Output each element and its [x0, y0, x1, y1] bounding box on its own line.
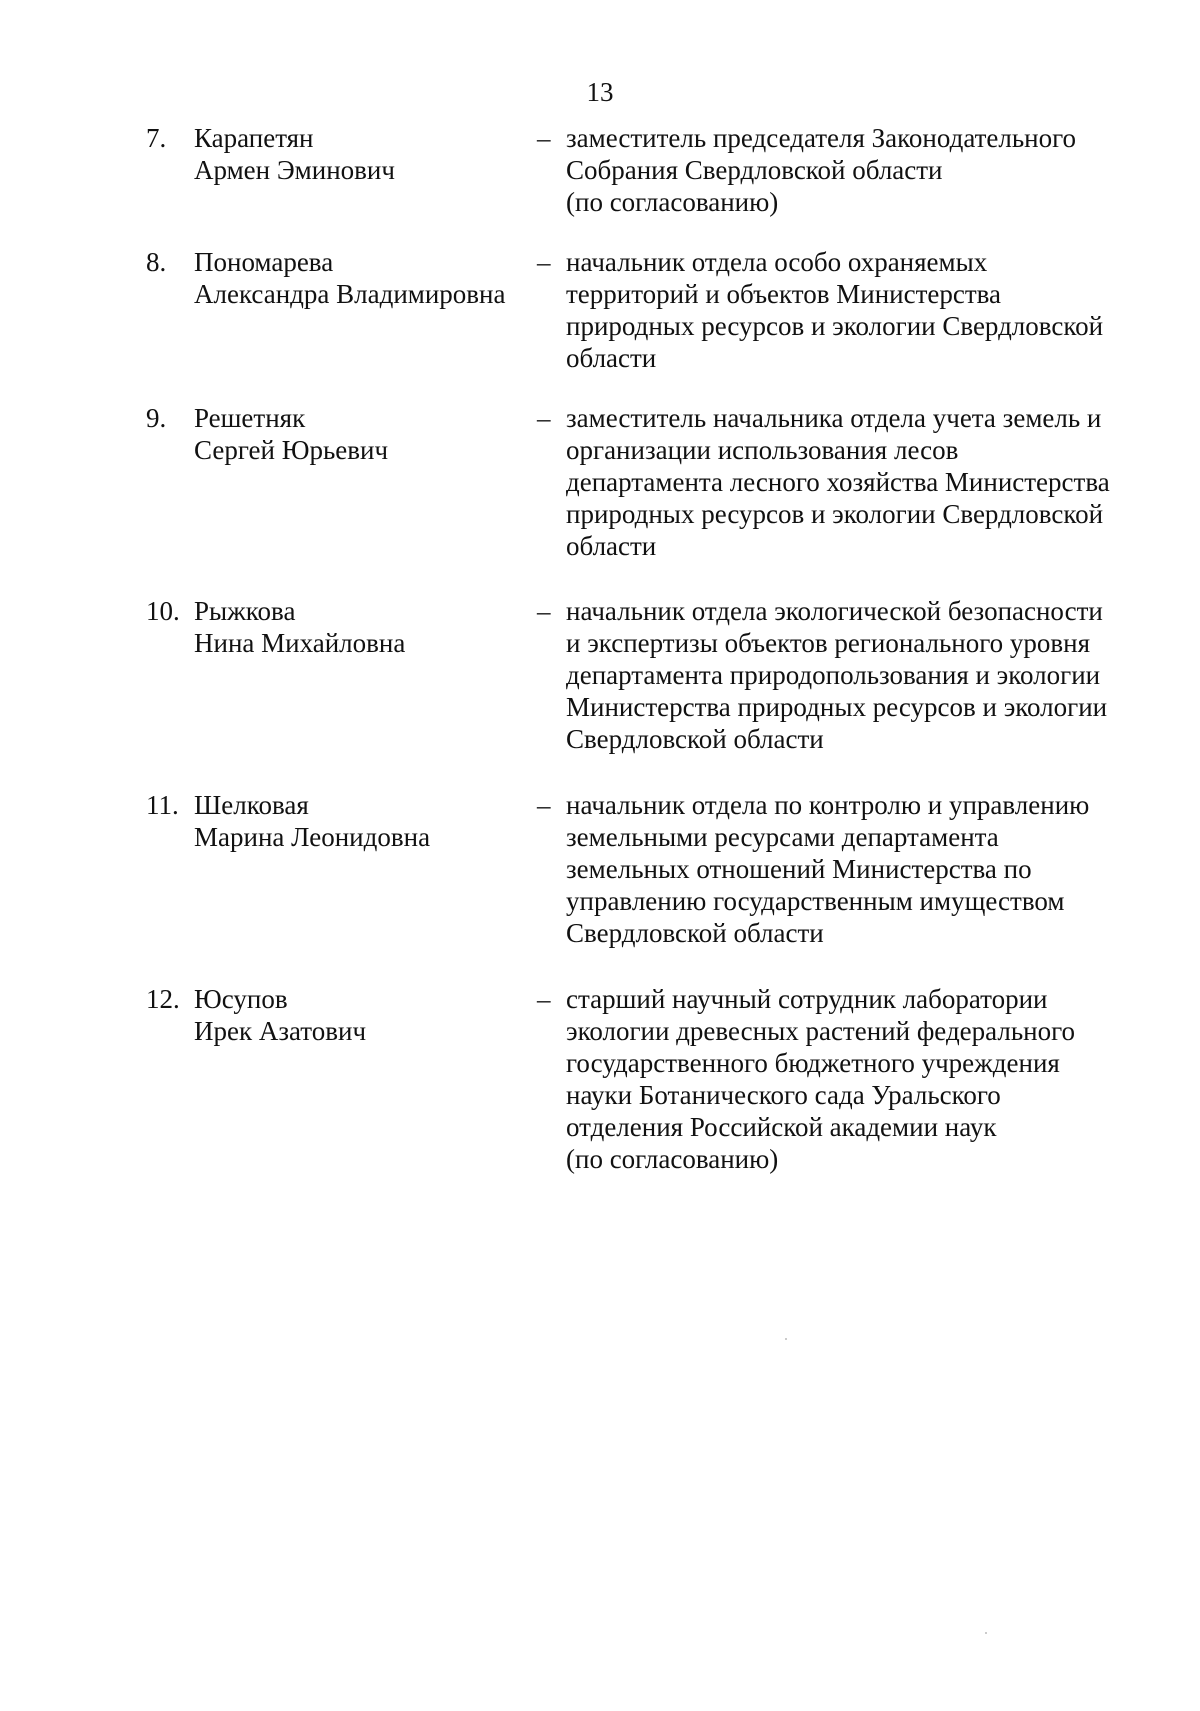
position-line: департамента природопользования и экологии — [566, 660, 1101, 690]
position-line: области — [566, 531, 657, 561]
item-number: 10. — [146, 596, 180, 626]
dash-separator: – — [537, 403, 551, 433]
page-number: 13 — [586, 77, 614, 107]
position-line: территорий и объектов Министерства — [566, 279, 1002, 309]
position-line: природных ресурсов и экологии Свердловской — [566, 311, 1104, 341]
dash-separator: – — [537, 790, 551, 820]
position-line: государственного бюджетного учреждения — [566, 1048, 1060, 1078]
member-name — [194, 983, 366, 1047]
position-line: (по согласованию) — [566, 187, 779, 217]
surname: Пономарева — [194, 247, 334, 277]
position-line: Свердловской области — [566, 918, 824, 948]
position-line: старший научный сотрудник лаборатории — [566, 984, 1048, 1014]
position-line: Свердловской области — [566, 724, 824, 754]
member-position — [566, 789, 1089, 949]
position-line: земельными ресурсами департамента — [566, 822, 999, 852]
member-position — [566, 595, 1107, 755]
position-line: начальник отдела экологической безопасности — [566, 596, 1103, 626]
member-position — [566, 983, 1075, 1175]
dash-separator: – — [537, 247, 551, 277]
position-line: заместитель председателя Законодательного — [566, 123, 1077, 153]
position-line: природных ресурсов и экологии Свердловской — [566, 499, 1104, 529]
member-name — [194, 246, 506, 310]
dash-separator: – — [537, 984, 551, 1014]
member-position — [566, 246, 1103, 374]
surname: Шелковая — [194, 790, 309, 820]
given-names: Сергей Юрьевич — [194, 435, 389, 465]
item-number: 8. — [146, 247, 167, 277]
position-line: земельных отношений Министерства по — [566, 854, 1032, 884]
position-line: Собрания Свердловской области — [566, 155, 943, 185]
position-line: заместитель начальника отдела учета земель и — [566, 403, 1102, 433]
position-line: организации использования лесов — [566, 435, 959, 465]
item-number: 12. — [146, 984, 180, 1014]
position-line: экологии древесных растений федерального — [566, 1016, 1076, 1046]
surname: Решетняк — [194, 403, 306, 433]
position-line: начальник отдела по контролю и управлению — [566, 790, 1090, 820]
scan-speck — [985, 1632, 987, 1634]
member-name — [194, 402, 388, 466]
position-line: отделения Российской академии наук — [566, 1112, 997, 1142]
given-names: Нина Михайловна — [194, 628, 406, 658]
position-line: и экспертизы объектов регионального уровня — [566, 628, 1090, 658]
dash-separator: – — [537, 596, 551, 626]
position-line: науки Ботанического сада Уральского — [566, 1080, 1001, 1110]
surname: Рыжкова — [194, 596, 296, 626]
scan-speck — [785, 1338, 787, 1340]
member-name — [194, 122, 395, 186]
position-line: Министерства природных ресурсов и экологии — [566, 692, 1108, 722]
surname: Карапетян — [194, 123, 314, 153]
member-position — [566, 122, 1076, 218]
surname: Юсупов — [194, 984, 288, 1014]
given-names: Ирек Азатович — [194, 1016, 367, 1046]
item-number: 7. — [146, 123, 167, 153]
item-number: 9. — [146, 403, 167, 433]
position-line: департамента лесного хозяйства Министерства — [566, 467, 1110, 497]
position-line: начальник отдела особо охраняемых — [566, 247, 988, 277]
item-number: 11. — [146, 790, 179, 820]
member-position — [566, 402, 1110, 562]
dash-separator: – — [537, 123, 551, 153]
given-names: Армен Эминович — [194, 155, 395, 185]
given-names: Александра Владимировна — [194, 279, 506, 309]
member-name — [194, 595, 405, 659]
position-line: области — [566, 343, 657, 373]
position-line: управлению государственным имуществом — [566, 886, 1065, 916]
given-names: Марина Леонидовна — [194, 822, 431, 852]
member-name — [194, 789, 430, 853]
position-line: (по согласованию) — [566, 1144, 779, 1174]
